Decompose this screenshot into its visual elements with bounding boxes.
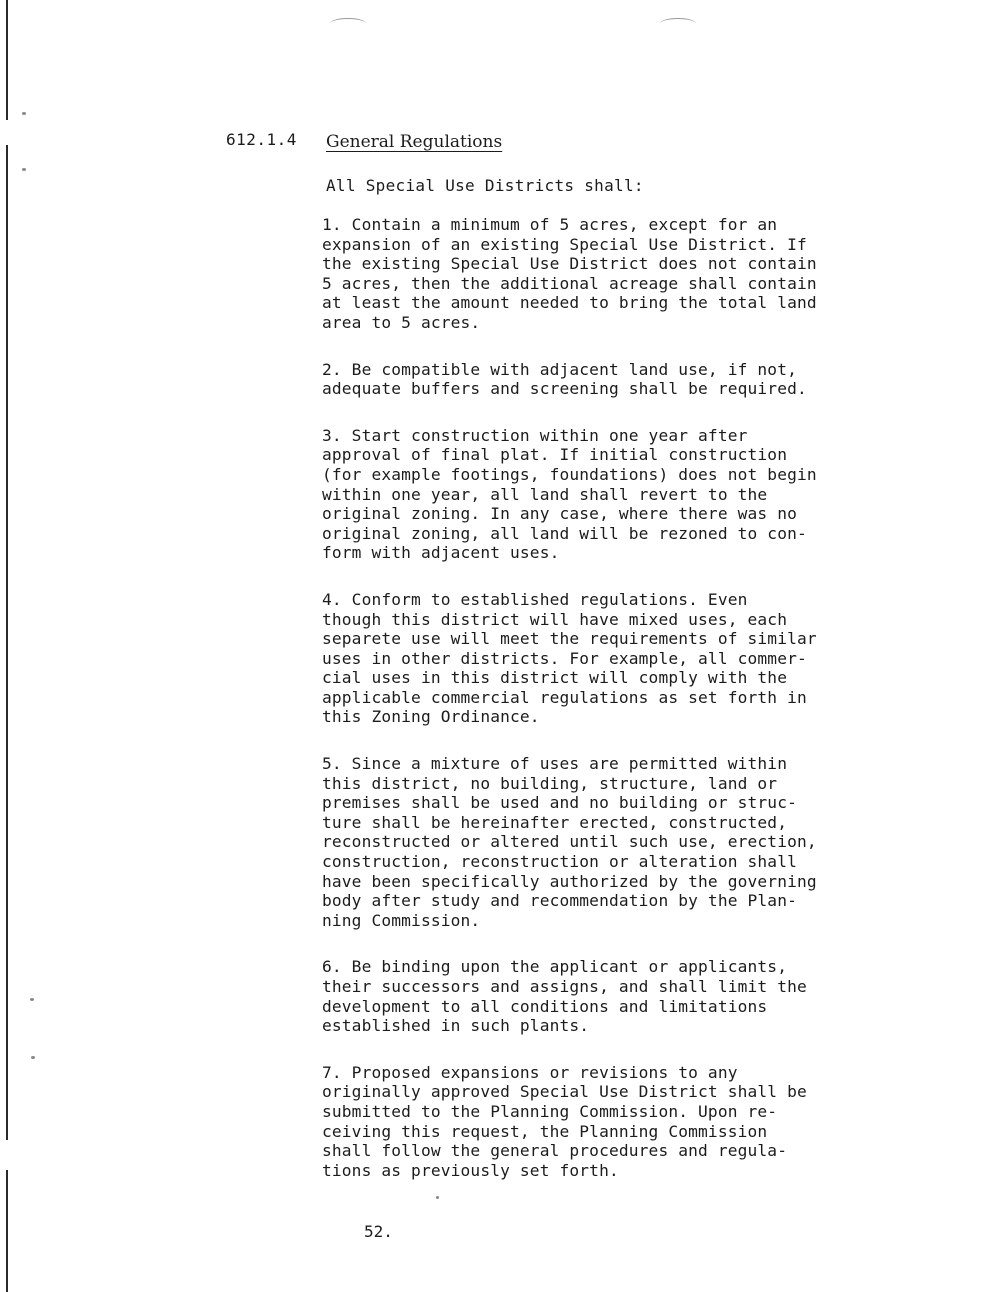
scan-edge-line <box>6 1170 8 1292</box>
binding-mark <box>330 18 366 29</box>
regulation-item: 6. Be binding upon the applicant or applicants, their successors and assigns, and shall limit the development to all conditions and limitations established in such plants. <box>322 957 807 1036</box>
regulation-item: 5. Since a mixture of uses are permitted within this district, no building, structure, land or premises shall be used and no building or struc- ture shall be hereinafter erected, constructed, reconstructed or altered until such use, erection, construction, reconstruction or alteration shall have been specifically authorized by the governing body after study and recommendation by the Plan- ning Commission. <box>322 754 817 930</box>
regulation-item: 2. Be compatible with adjacent land use, if not, adequate buffers and screening shall be required. <box>322 359 807 399</box>
regulations-list <box>322 215 842 1207</box>
section-title: General Regulations <box>326 132 503 152</box>
scan-edge-line <box>6 145 8 1140</box>
regulation-item: 4. Conform to established regulations. Even though this district will have mixed uses, each separete use will meet the requirements of similar uses in other districts. For example, all commer- cial uses in this district will comply with the applicable commercial regulations as set forth in this Zoning Ordinance. <box>322 589 817 727</box>
scan-speck <box>31 1056 35 1059</box>
binding-mark <box>660 18 696 29</box>
scan-edge-line <box>6 0 8 120</box>
regulation-item: 1. Contain a minimum of 5 acres, except for an expansion of an existing Special Use District. If the existing Special Use District does not contain 5 acres, then the additional acreage shall contain at least the amount needed to bring the total land area to 5 acres. <box>322 215 817 332</box>
scan-speck <box>22 112 26 115</box>
scan-speck <box>22 168 26 171</box>
scan-speck <box>30 998 34 1001</box>
section-number: 612.1.4 <box>226 130 297 149</box>
intro-text: All Special Use Districts shall: <box>326 176 644 195</box>
regulation-item: 3. Start construction within one year after approval of final plat. If initial construction (for example footings, foundations) does not begin within one year, all land shall revert to the original zoning. In any case, where there was no original zoning, all land will be rezoned to con- form with adjacent uses. <box>322 425 817 563</box>
regulation-item: 7. Proposed expansions or revisions to any originally approved Special Use District shall be submitted to the Planning Commission. Upon re- ceiving this request, the Planning Commission shall follow the general procedures and regula- tions as previously set forth. <box>322 1062 807 1180</box>
page-number: 52. <box>364 1222 393 1241</box>
